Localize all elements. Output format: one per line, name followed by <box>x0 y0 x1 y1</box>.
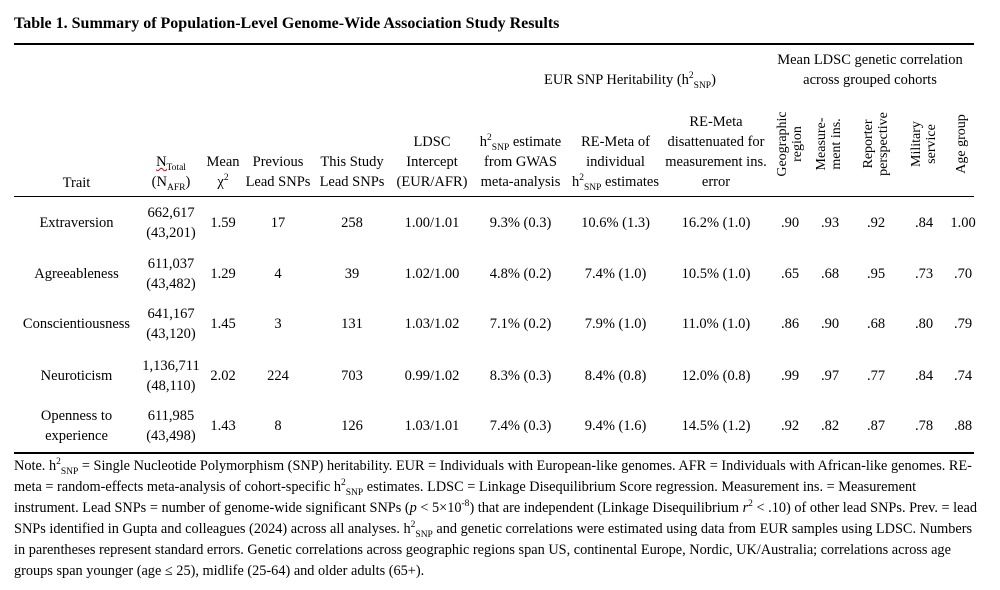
col-header-geographic-region: Geographic region <box>775 111 805 177</box>
table-cell-trait: Agreeableness <box>34 265 119 282</box>
table-cell-this: 131 <box>341 315 363 332</box>
table-cell-mean-chi: 1.29 <box>210 265 236 282</box>
table-cell-h2: 4.8% (0.2) <box>489 265 552 282</box>
table-cell-prev: 224 <box>267 367 289 384</box>
table-cell-n: 611,985 (43,498) <box>146 407 196 444</box>
bottom-rule <box>14 452 974 454</box>
table-cell-geo: .65 <box>780 265 800 282</box>
table-cell-meas: .97 <box>820 367 840 384</box>
table-cell-age: 1.00 <box>950 214 976 231</box>
table-cell-n: 662,617 (43,201) <box>146 204 196 241</box>
table-cell-meas: .90 <box>820 315 840 332</box>
table-cell-trait: Extraversion <box>39 214 114 231</box>
table-cell-this: 703 <box>341 367 363 384</box>
table-cell-rema: 10.5% (1.0) <box>681 265 751 282</box>
table-cell-n: 641,167 (43,120) <box>146 305 196 342</box>
n-total-label: $N_{Total}$ <box>156 154 186 173</box>
table-cell-geo: .90 <box>780 214 800 231</box>
table-cell-age: .88 <box>953 417 973 434</box>
table-cell-trait: Conscientiousness <box>22 315 131 332</box>
table-cell-ldsc: 1.03/1.01 <box>404 417 460 434</box>
table-cell-h2: 7.4% (0.3) <box>489 417 552 434</box>
col-header-trait: Trait <box>62 175 91 191</box>
table-cell-prev: 8 <box>274 417 282 434</box>
table-cell-trait: Openness to experience <box>40 407 113 444</box>
table-cell-this: 126 <box>341 417 363 434</box>
table-cell-rem: 7.4% (1.0) <box>584 265 647 282</box>
table-cell-prev: 17 <box>270 214 286 231</box>
table-cell-rema: 16.2% (1.0) <box>681 214 751 231</box>
table-cell-rem: 10.6% (1.3) <box>581 214 650 231</box>
col-header-previous: Previous Lead SNPs <box>245 154 311 190</box>
table-cell-h2: 8.3% (0.3) <box>489 367 552 384</box>
table-cell-trait: Neuroticism <box>40 367 113 384</box>
table-cell-age: .70 <box>953 265 973 282</box>
correlation-group-header: Mean LDSC genetic correlation across grouped cohorts <box>777 52 963 88</box>
col-header-mean-chi: Mean $\chi^2$ <box>206 154 240 190</box>
table-cell-ldsc: 1.02/1.00 <box>404 265 460 282</box>
top-rule <box>14 43 974 45</box>
table-cell-rep: .95 <box>866 265 886 282</box>
table-cell-geo: .99 <box>780 367 800 384</box>
table-cell-ldsc: 0.99/1.02 <box>404 367 460 384</box>
table-cell-rep: .68 <box>866 315 886 332</box>
table-cell-mean-chi: 1.43 <box>210 417 236 434</box>
col-header-reporter-perspective: Reporter perspective <box>861 112 891 176</box>
table-cell-mil: .73 <box>914 265 934 282</box>
table-cell-ldsc: 1.00/1.01 <box>404 214 460 231</box>
col-header-measurement-ins: Measure- ment ins. <box>814 117 844 171</box>
col-header-age-group: Age group <box>954 114 969 174</box>
table-cell-mil: .80 <box>914 315 934 332</box>
table-cell-meas: .93 <box>820 214 840 231</box>
col-header-military-service: Military service <box>909 121 939 167</box>
col-header-h2-gwas: $h^2_{SNP}$ estimate from GWAS meta-analysis <box>479 133 562 190</box>
table-cell-rema: 12.0% (0.8) <box>681 367 751 384</box>
table-cell-rema: 11.0% (1.0) <box>681 315 751 332</box>
table-cell-meas: .82 <box>820 417 840 434</box>
table-cell-prev: 3 <box>274 315 282 332</box>
table-cell-rep: .87 <box>866 417 886 434</box>
table-cell-mil: .84 <box>914 367 934 384</box>
table-cell-h2: 7.1% (0.2) <box>489 315 552 332</box>
table-cell-mil: .84 <box>914 214 934 231</box>
table-cell-h2: 9.3% (0.3) <box>489 214 552 231</box>
table-cell-rep: .77 <box>866 367 886 384</box>
col-header-re-meta: RE-Meta of individual $h^2_{SNP}$ estimates <box>571 134 660 193</box>
table-note: Note. $h^2_{SNP}$ = Single Nucleotide Polymorphism (SNP) heritability. EUR = Individuals with European-like genomes. AFR = Individuals with African-like genomes. RE-meta = random-effects meta-analysis of cohort-specific $h^2_{SNP}$ estimates. LDSC = Linkage Disequilibrium Score regression. Measurement ins. = Measurement instrument. Lead SNPs = number of genome-wide significant SNPs $(p < 5\times 10^{-8})$ that are independent (Linkage Disequilibrium $r^2 < .10$) of other lead SNPs. Prev. = lead SNPs identified in Gupta and colleagues (2024) across all analyses. $h^2_{SNP}$ and genetic correlations were estimated using data from EUR samples using LDSC. Numbers in parentheses represent standard errors. Genetic correlations across geographic regions span US, continental Europe, Nordic, UK/Australia; correlations across age groups span younger (age ≤ 25), midlife (25-64) and older adults (65+). <box>14 457 977 579</box>
table-cell-rema: 14.5% (1.2) <box>681 417 751 434</box>
table-cell-rep: .92 <box>866 214 886 231</box>
table-cell-geo: .92 <box>780 417 800 434</box>
table-cell-mean-chi: 1.59 <box>210 214 236 231</box>
table-cell-mean-chi: 2.02 <box>210 367 236 384</box>
col-header-this-study: This Study Lead SNPs <box>319 154 385 190</box>
table-cell-ldsc: 1.03/1.02 <box>404 315 460 332</box>
col-header-n: $N_{Total}$ $(N_{AFR})$ <box>151 154 191 193</box>
table-title: Table 1. Summary of Population-Level Genome-Wide Association Study Results <box>14 15 560 32</box>
table-cell-mil: .78 <box>914 417 934 434</box>
table-cell-meas: .68 <box>820 265 840 282</box>
table-cell-this: 39 <box>344 265 360 282</box>
table-cell-age: .79 <box>953 315 973 332</box>
table-cell-rem: 8.4% (0.8) <box>584 367 647 384</box>
table-cell-geo: .86 <box>780 315 800 332</box>
header-rule <box>14 196 974 197</box>
table-cell-rem: 9.4% (1.6) <box>584 417 647 434</box>
col-header-ldsc: LDSC Intercept (EUR/AFR) <box>396 134 468 190</box>
col-header-re-meta-disattenuated: RE-Meta disattenuated for measurement ins. error <box>665 114 767 190</box>
heritability-group-header: EUR SNP Heritability $(h^2_{SNP})$ <box>544 71 716 91</box>
table-cell-prev: 4 <box>274 265 282 282</box>
table-cell-this: 258 <box>341 214 363 231</box>
table-cell-n: 1,136,711 (48,110) <box>142 357 200 394</box>
table-cell-n: 611,037 (43,482) <box>146 255 196 292</box>
table-cell-mean-chi: 1.45 <box>210 315 236 332</box>
table-cell-age: .74 <box>953 367 973 384</box>
table-cell-rem: 7.9% (1.0) <box>584 315 647 332</box>
